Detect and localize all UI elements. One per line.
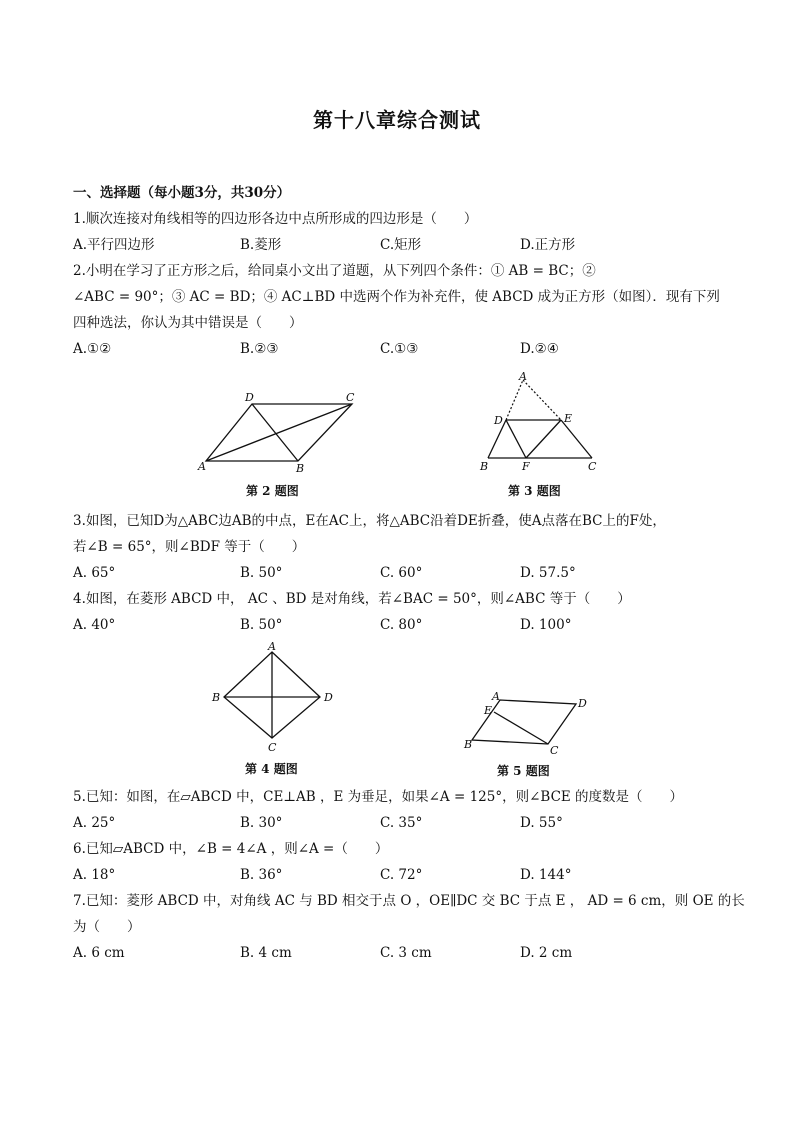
question-7-line-1: 7.已知：菱形 ABCD 中，对角线 AC 与 BD 相交于点 O ，OE∥DC 交 BC 于点 E ， AD = 6 cm，则 OE 的长	[73, 893, 745, 909]
q6-option-d: D. 144°	[520, 867, 572, 883]
q1-option-a: A.平行四边形	[73, 237, 155, 253]
q6-option-b: B. 36°	[240, 867, 283, 883]
figure-2-caption: 第 2 题图	[246, 484, 299, 498]
q3-option-d: D. 57.5°	[520, 565, 576, 581]
fig3-label-a: A	[519, 370, 527, 383]
question-3-line-2: 若∠B = 65°，则∠BDF 等于（ ）	[73, 539, 306, 555]
fig4-label-a: A	[268, 640, 276, 653]
q5-option-c: C. 35°	[380, 815, 423, 831]
fig3-label-f: F	[522, 460, 530, 473]
question-2-line-2: ∠ABC = 90°；③ AC = BD；④ AC⊥BD 中选两个作为补充件，使 ABCD 成为正方形（如图）．现有下列	[73, 289, 720, 305]
q1-option-d: D.正方形	[520, 237, 576, 253]
q4-option-b: B. 50°	[240, 617, 283, 633]
q4-option-d: D. 100°	[520, 617, 572, 633]
figure-5-parallelogram	[458, 688, 598, 758]
q2-option-b: B.②③	[240, 341, 279, 357]
question-2-line-1: 2.小明在学习了正方形之后，给同桌小文出了道题，从下列四个条件：① AB = BC；②	[73, 263, 596, 279]
figure-3-folded-triangle	[474, 370, 604, 475]
figure-5-caption: 第 5 题图	[497, 764, 550, 778]
figure-4-rhombus	[208, 640, 343, 755]
q7-option-a: A. 6 cm	[73, 945, 125, 961]
question-6-stem: 6.已知▱ABCD 中，∠B = 4∠A ，则∠A =（ ）	[73, 841, 389, 857]
question-1-stem: 1.顺次连接对角线相等的四边形各边中点所形成的四边形是（ ）	[73, 211, 478, 227]
fig2-label-b: B	[296, 462, 305, 475]
fig2-label-c: C	[346, 391, 355, 404]
figure-3-caption: 第 3 题图	[508, 484, 561, 498]
q3-option-b: B. 50°	[240, 565, 283, 581]
fig5-label-d: D	[578, 697, 587, 710]
q6-option-c: C. 72°	[380, 867, 423, 883]
fig5-label-a: A	[492, 690, 500, 703]
q2-option-c: C.①③	[380, 341, 419, 357]
fig2-label-a: A	[198, 460, 206, 473]
fig3-label-d: D	[494, 414, 503, 427]
q4-option-c: C. 80°	[380, 617, 423, 633]
q2-option-d: D.②④	[520, 341, 559, 357]
question-3-line-1: 3.如图，已知D为△ABC边AB的中点，E在AC上，将△ABC沿着DE折叠，使A点落在BC上的F处，	[73, 513, 666, 529]
section-heading: 一、选择题（每小题3分，共30分）	[73, 185, 291, 201]
q7-option-b: B. 4 cm	[240, 945, 292, 961]
q5-option-a: A. 25°	[73, 815, 116, 831]
q7-option-c: C. 3 cm	[380, 945, 432, 961]
q3-option-a: A. 65°	[73, 565, 116, 581]
question-5-stem: 5.已知：如图，在▱ABCD 中，CE⊥AB ，E 为垂足，如果∠A = 125°，则∠BCE 的度数是（ ）	[73, 789, 684, 805]
fig5-label-b: B	[464, 738, 473, 751]
page-title: 第十八章综合测试	[313, 108, 481, 132]
figure-4-caption: 第 4 题图	[245, 762, 298, 776]
question-4-stem: 4.如图，在菱形 ABCD 中， AC 、BD 是对角线，若∠BAC = 50°，则∠ABC 等于（ ）	[73, 591, 631, 607]
q2-option-a: A.①②	[73, 341, 112, 357]
q5-option-b: B. 30°	[240, 815, 283, 831]
fig3-label-e: E	[564, 412, 573, 425]
q6-option-a: A. 18°	[73, 867, 116, 883]
question-7-line-2: 为（ ）	[73, 919, 141, 935]
figure-2-parallelogram	[190, 390, 370, 475]
fig3-label-c: C	[588, 460, 597, 473]
fig3-label-b: B	[480, 460, 489, 473]
fig2-label-d: D	[245, 391, 254, 404]
q5-option-d: D. 55°	[520, 815, 563, 831]
q1-option-b: B.菱形	[240, 237, 282, 253]
q1-option-c: C.矩形	[380, 237, 422, 253]
fig5-label-c: C	[550, 744, 559, 757]
q3-option-c: C. 60°	[380, 565, 423, 581]
q4-option-a: A. 40°	[73, 617, 116, 633]
fig4-label-d: D	[324, 691, 333, 704]
question-2-line-3: 四种选法，你认为其中错误是（ ）	[73, 315, 303, 331]
fig5-label-e: E	[484, 704, 493, 717]
fig4-label-b: B	[212, 691, 221, 704]
q7-option-d: D. 2 cm	[520, 945, 573, 961]
fig4-label-c: C	[268, 741, 277, 754]
